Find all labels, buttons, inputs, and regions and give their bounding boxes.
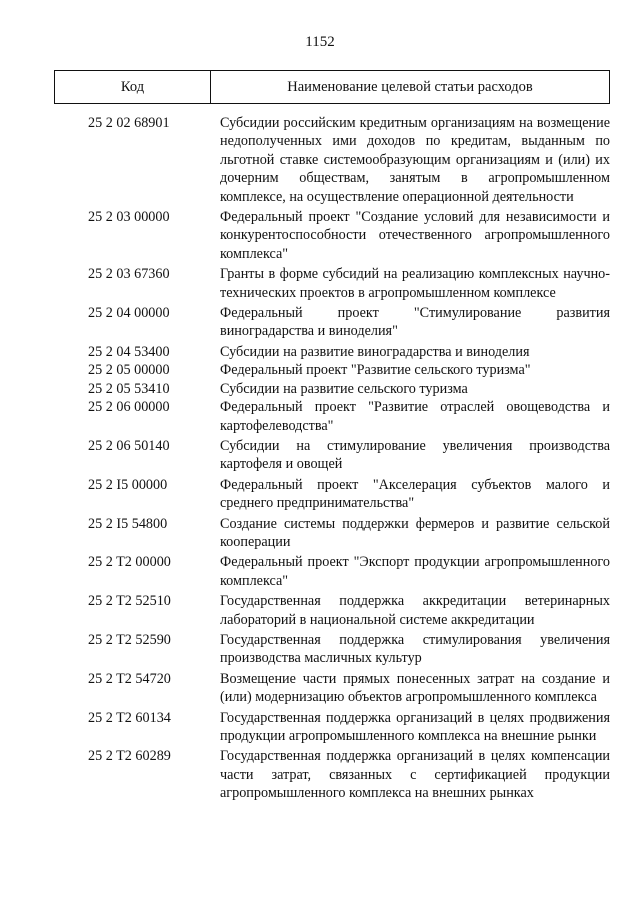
row-name: Федеральный проект "Развитие отраслей овощеводства и картофелеводства" (220, 399, 610, 434)
row-code: 25 2 T2 52510 (88, 593, 171, 610)
row-name: Федеральный проект "Создание условий для независимости и конкурентоспособности отечественного агропромышленного комплекса" (220, 209, 610, 262)
row-code: 25 2 05 53410 (88, 380, 170, 397)
page-number: 1152 (305, 34, 335, 50)
table-row (0, 631, 640, 668)
row-name: Субсидии российским кредитным организациям на возмещение недополученных ими доходов по кредитам, выданным по льготной ставке системообразующим организациям и (или) их дочерним обществам, занятым в агропромышленном комплексе, на осуществление операционной деятельности (220, 115, 610, 205)
row-code: 25 2 03 00000 (88, 209, 170, 226)
row-name: Государственная поддержка организаций в целях компенсации части затрат, связанных с сертификацией продукции агропромышленного комплекса на внешних рынках (220, 748, 610, 802)
row-name: Субсидии на стимулирование увеличения производства картофеля и овощей (220, 437, 610, 473)
table-row (0, 114, 640, 206)
row-code: 25 2 T2 60134 (88, 709, 171, 726)
row-name: Субсидии на развитие виноградарства и виноделия (220, 343, 530, 360)
table-row (0, 361, 640, 379)
row-code: 25 2 04 00000 (88, 305, 170, 322)
table-row (0, 553, 640, 590)
row-code: 25 2 06 50140 (88, 437, 170, 454)
table-row (0, 265, 640, 302)
row-code: 25 2 06 00000 (88, 399, 170, 416)
row-name: Государственная поддержка организаций в целях продвижения продукции агропромышленного комплекса на внешние рынки (220, 709, 610, 744)
row-code: 25 2 I5 00000 (88, 476, 168, 493)
table-row (0, 437, 640, 474)
row-code: 25 2 02 68901 (88, 115, 170, 131)
row-name: Гранты в форме субсидий на реализацию комплексных научно-технических проектов в агропромышленном комплексе (220, 266, 610, 301)
row-code: 25 2 T2 00000 (88, 554, 171, 571)
row-code: 25 2 04 53400 (88, 343, 170, 360)
row-name: Субсидии на развитие сельского туризма (220, 380, 468, 397)
header-code: Код (55, 71, 211, 103)
table-row (0, 304, 640, 341)
table-row (0, 592, 640, 629)
table-row (0, 747, 640, 802)
row-name: Государственная поддержка стимулирования увеличения производства масличных культур (220, 631, 610, 667)
table-row (0, 398, 640, 435)
row-name: Федеральный проект "Развитие сельского туризма" (220, 362, 531, 379)
table-body (0, 114, 640, 805)
row-code: 25 2 I5 54800 (88, 515, 168, 532)
row-name: Создание системы поддержки фермеров и развитие сельской кооперации (220, 515, 610, 550)
row-name: Возмещение части прямых понесенных затрат на создание и (или) модернизацию объектов агропромышленного комплекса (220, 670, 610, 706)
table-row (0, 515, 640, 552)
table-row (0, 670, 640, 707)
row-code: 25 2 T2 52590 (88, 631, 171, 648)
table-header (54, 70, 610, 104)
row-code: 25 2 05 00000 (88, 362, 170, 379)
row-code: 25 2 03 67360 (88, 266, 170, 283)
row-code: 25 2 T2 54720 (88, 670, 171, 687)
table-row (0, 476, 640, 513)
row-name: Федеральный проект "Экспорт продукции агропромышленного комплекса" (220, 554, 610, 589)
row-name: Федеральный проект "Акселерация субъектов малого и среднего предпринимательства" (220, 476, 610, 512)
row-name: Федеральный проект "Стимулирование развития виноградарства и виноделия" (220, 305, 610, 340)
header-name: Наименование целевой статьи расходов (287, 78, 533, 95)
row-name: Государственная поддержка аккредитации ветеринарных лабораторий в национальной системе аккредитации (220, 593, 610, 628)
table-row (0, 208, 640, 263)
row-code: 25 2 T2 60289 (88, 748, 171, 765)
table-row (0, 380, 640, 398)
table-row (0, 343, 640, 361)
table-row (0, 709, 640, 746)
